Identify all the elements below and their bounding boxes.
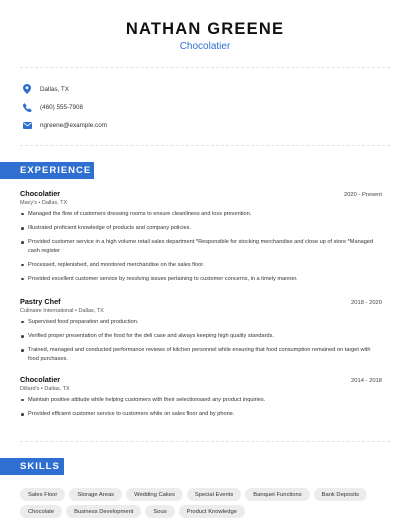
skill-chip: Special Events [187,488,241,501]
bullet-item: Provided customer service in a high volume retail sales department *Responsible for stocking merchandise and close up of store *Managed cash register [20,238,382,254]
contact-phone [22,101,83,113]
bullet-item: Maintain positive attitude while helping customers with their selectionsand any product inquiries. [20,396,382,404]
envelope-icon [22,119,32,131]
job-entry [20,375,382,424]
header-divider [20,67,390,68]
skill-chip: Banquet Functions [245,488,309,501]
experience-divider [20,441,390,442]
contact-location [22,83,69,95]
bullet-item: Trained, managed and conducted performance reviews of kitchen personnel while ensuring that food consumption remained on target with food purchases. [20,346,382,362]
skills-heading: SKILLS [0,458,64,475]
job-dates: 2014 - 2018 [351,378,382,384]
job-title: Chocolatier [20,375,61,384]
bullet-item: Processed, replenished, and monitored merchandise on the sales floor. [20,261,382,269]
job-title: Chocolatier [20,189,61,198]
bullet-item: Illustrated proficient knowledge of products and company policies. [20,224,382,232]
job-company: Macy's • Dallas, TX [20,200,68,206]
skill-chip: Wedding Cakes [126,488,183,501]
experience-heading: EXPERIENCE [0,162,94,179]
job-dates: 2020 - Present [343,192,382,198]
bullet-item: Verified proper presentation of the food for the deli case and always keeping high quality standards. [20,332,382,340]
bullet-item: Provided excellent customer service by resolving issues pertaining to customer concerns, in a timely manner. [20,275,382,283]
contact-divider [20,145,390,146]
job-bullets [20,210,382,283]
job-dates: 2018 - 2020 [351,300,382,306]
job-entry [20,297,382,369]
skill-chip: Product Knowledge [179,505,245,518]
skill-chip: Sous [145,505,174,518]
bullet-item: Provided efficient customer service to customers while on sales floor and by phone. [20,410,382,418]
phone-text: (460) 555-7908 [40,103,84,111]
job-company: Culinaire International • Dallas, TX [20,308,104,314]
bullet-item: Managed the flow of customers dressing rooms to ensure cleanliness and loss prevention. [20,210,382,218]
job-title: Pastry Chef [20,297,61,306]
phone-icon [22,101,32,113]
contact-email [22,119,107,131]
job-company: Dillard's • Dallas, TX [20,386,70,392]
job-title-heading: Chocolatier [179,41,231,52]
skill-chip: Storage Areas [69,488,122,501]
bullet-item: Supervised food preparation and production. [20,318,382,326]
skill-chip: Chocolate [20,505,62,518]
skill-chip: Bank Deposits [314,488,367,501]
job-entry [20,189,382,289]
job-bullets [20,318,382,363]
email-text: ngreene@example.com [40,121,107,129]
job-bullets [20,396,382,418]
location-text: Dallas, TX [40,85,69,93]
skills-list [20,488,390,518]
location-pin-icon [22,83,32,95]
candidate-name: NATHAN GREENE [125,20,285,38]
skill-chip: Business Development [66,505,141,518]
skill-chip: Sales Floor [20,488,65,501]
